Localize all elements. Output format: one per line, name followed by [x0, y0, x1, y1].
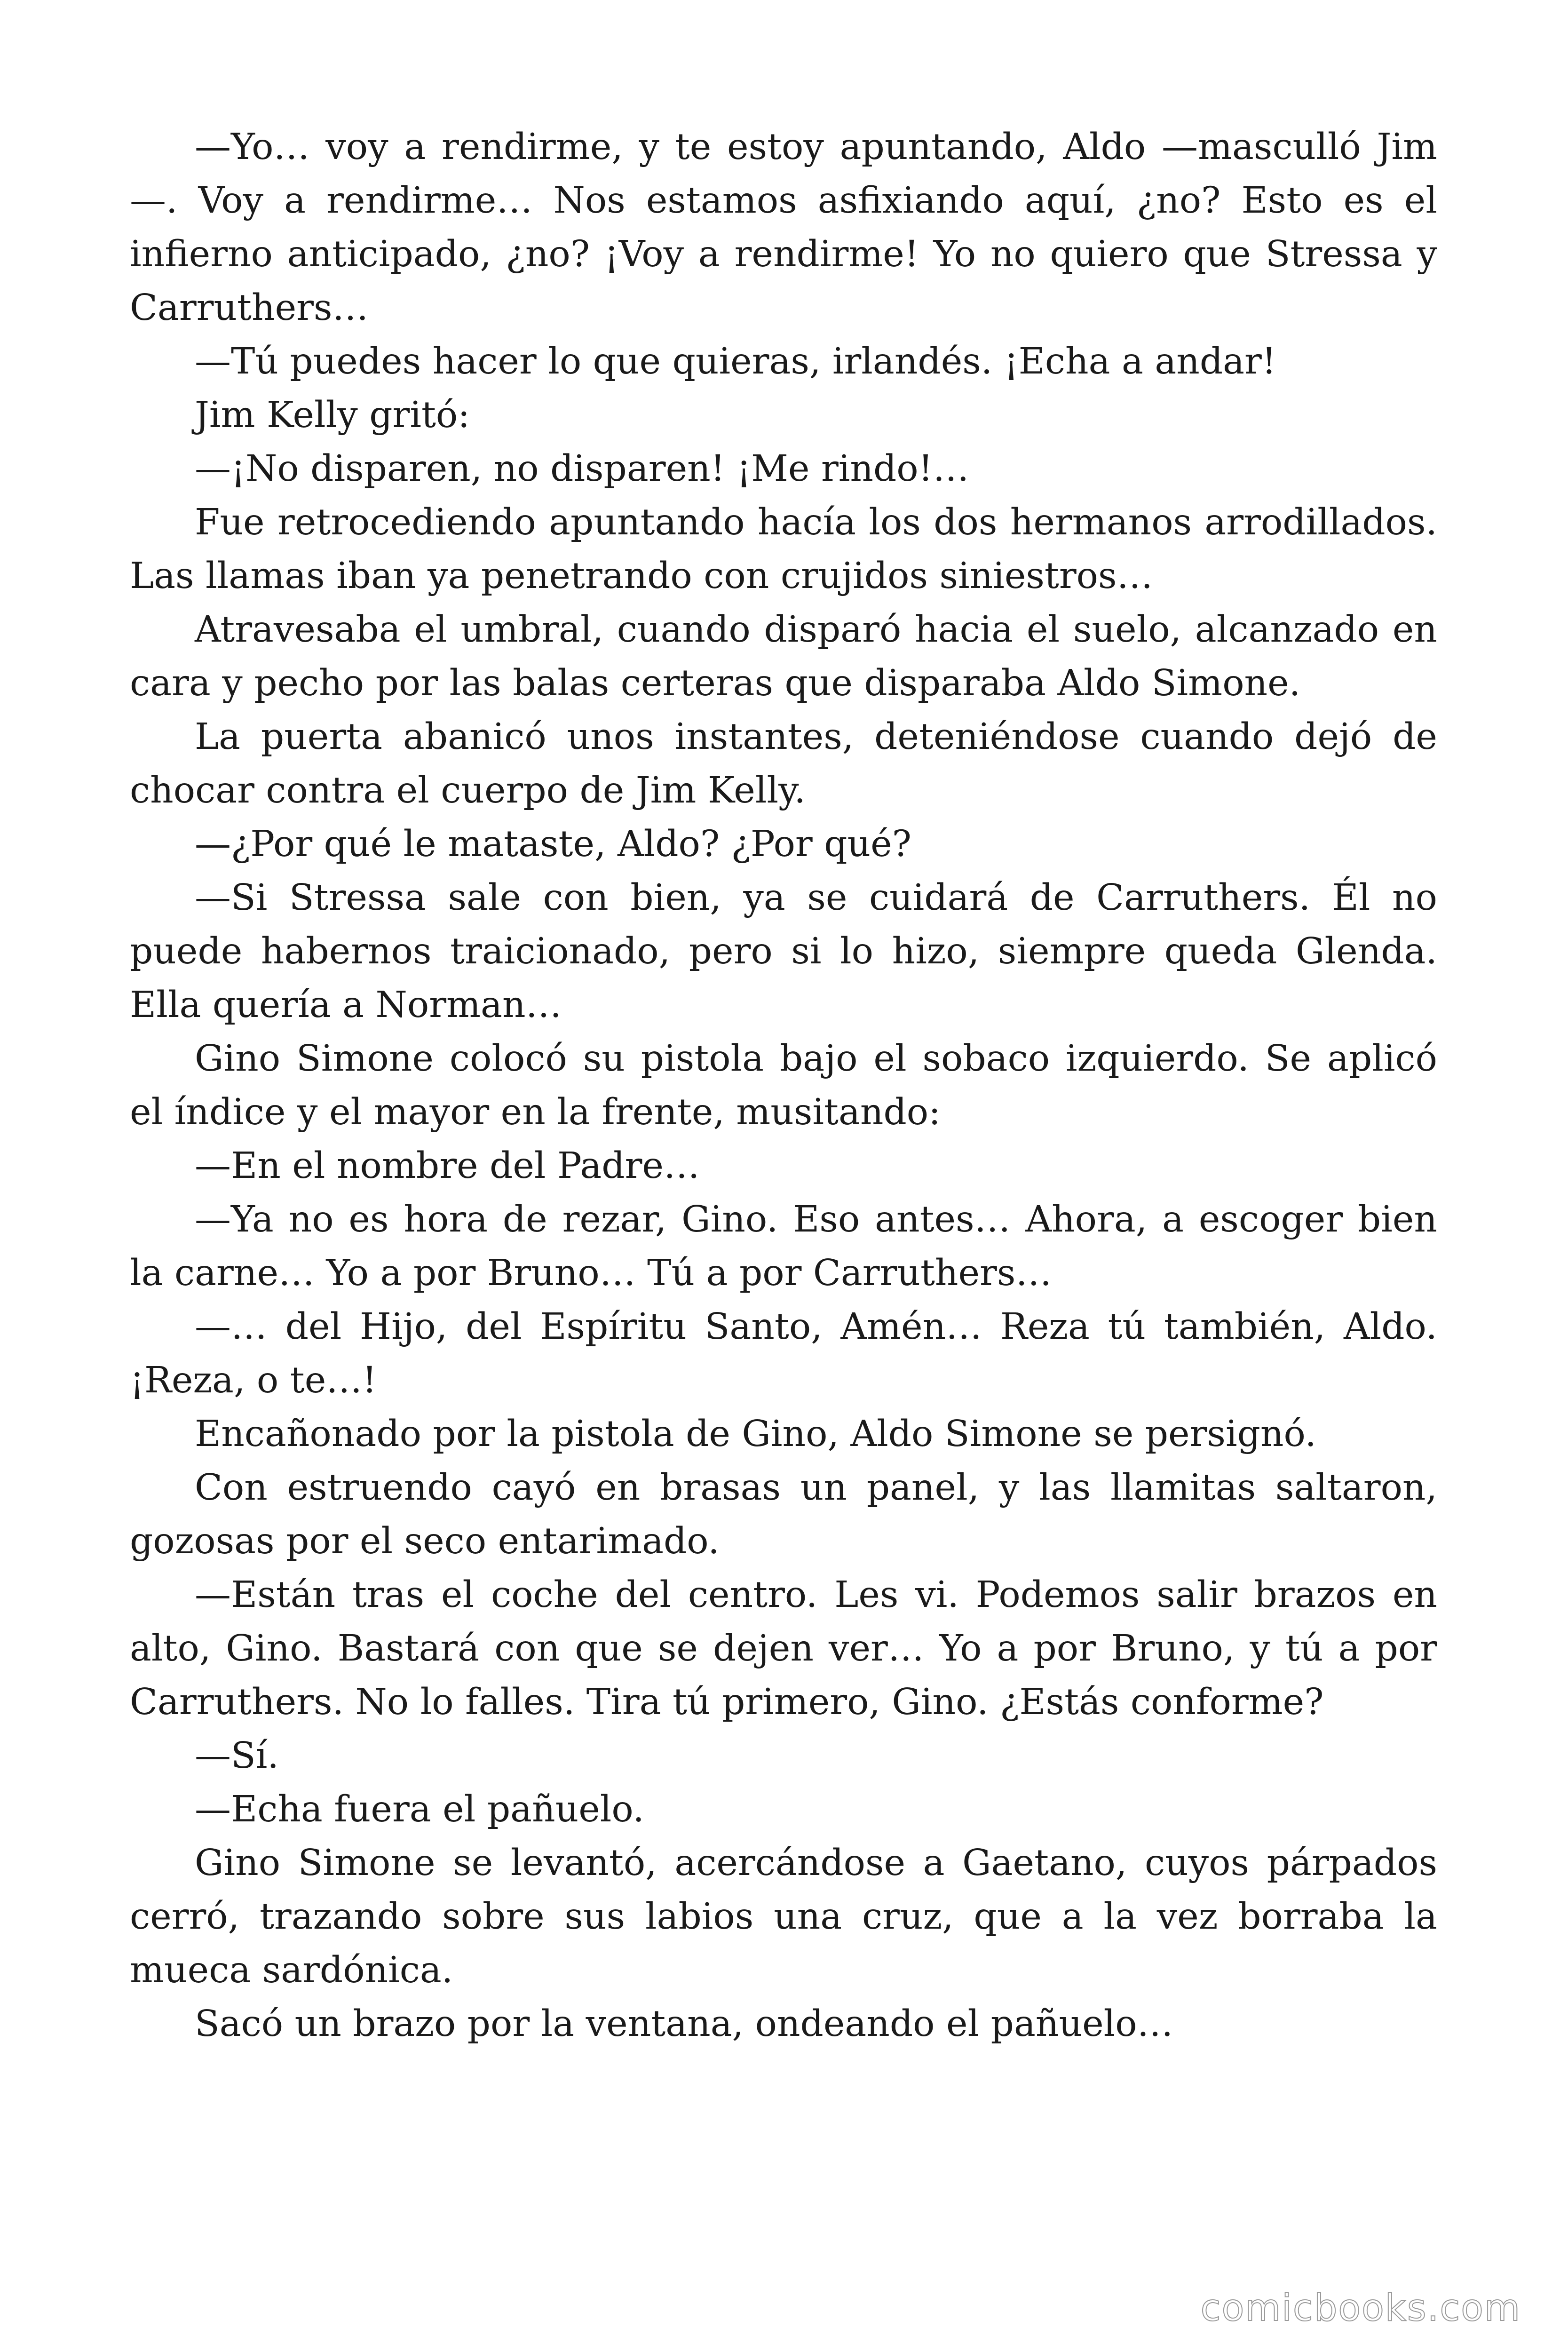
paragraph: Sacó un brazo por la ventana, ondeando el pañuelo…	[195, 2003, 1173, 2045]
body-text	[130, 120, 1437, 2051]
paragraph: —Tú puedes hacer lo que quieras, irlandés. ¡Echa a andar!	[195, 341, 1276, 382]
paragraph: Gino Simone colocó su pistola bajo el sobaco izquierdo. Se aplicó el índice y el mayor en la frente, musitando:	[130, 1038, 1437, 1133]
paragraph: Gino Simone se levantó, acercándose a Gaetano, cuyos párpados cerró, trazando sobre sus labios una cruz, que a la vez borraba la mueca sardónica.	[130, 1842, 1437, 1991]
paragraph: Jim Kelly gritó:	[195, 394, 470, 436]
paragraph: —¡No disparen, no disparen! ¡Me rindo!…	[195, 448, 969, 490]
paragraph: La puerta abanicó unos instantes, deteniéndose cuando dejó de chocar contra el cuerpo de Jim Kelly.	[130, 716, 1437, 811]
paragraph: —Yo… voy a rendirme, y te estoy apuntando, Aldo —masculló Jim—. Voy a rendirme… Nos estamos asfixiando aquí, ¿no? Esto es el infierno anticipado, ¿no? ¡Voy a rendirme! Yo no quiero que Stressa y Carruthers…	[130, 126, 1437, 329]
watermark: comicbooks.com	[1200, 2287, 1521, 2329]
paragraph: —Sí.	[195, 1735, 279, 1777]
paragraph: Fue retrocediendo apuntando hacía los dos hermanos arrodillados. Las llamas iban ya penetrando con crujidos siniestros…	[130, 501, 1437, 597]
paragraph: —¿Por qué le mataste, Aldo? ¿Por qué?	[195, 823, 911, 865]
paragraph: —Ya no es hora de rezar, Gino. Eso antes… Ahora, a escoger bien la carne… Yo a por Bruno… Tú a por Carruthers…	[130, 1199, 1437, 1294]
paragraph: Con estruendo cayó en brasas un panel, y las llamitas saltaron, gozosas por el seco entarimado.	[130, 1467, 1437, 1562]
paragraph: —En el nombre del Padre…	[195, 1145, 700, 1187]
paragraph: —Si Stressa sale con bien, ya se cuidará de Carruthers. Él no puede habernos traicionado, pero si lo hizo, siempre queda Glenda. Ella quería a Norman…	[130, 877, 1437, 1026]
paragraph: —Están tras el coche del centro. Les vi. Podemos salir brazos en alto, Gino. Bastará con que se dejen ver… Yo a por Bruno, y tú a por Carruthers. No lo falles. Tira tú primero, Gino. ¿Estás conforme?	[130, 1574, 1437, 1723]
paragraph: —Echa fuera el pañuelo.	[195, 1788, 644, 1830]
paragraph: —… del Hijo, del Espíritu Santo, Amén… Reza tú también, Aldo. ¡Reza, o te…!	[130, 1306, 1437, 1401]
paragraph: Encañonado por la pistola de Gino, Aldo Simone se persignó.	[195, 1413, 1316, 1455]
paragraph: Atravesaba el umbral, cuando disparó hacia el suelo, alcanzado en cara y pecho por las balas certeras que disparaba Aldo Simone.	[130, 609, 1437, 704]
